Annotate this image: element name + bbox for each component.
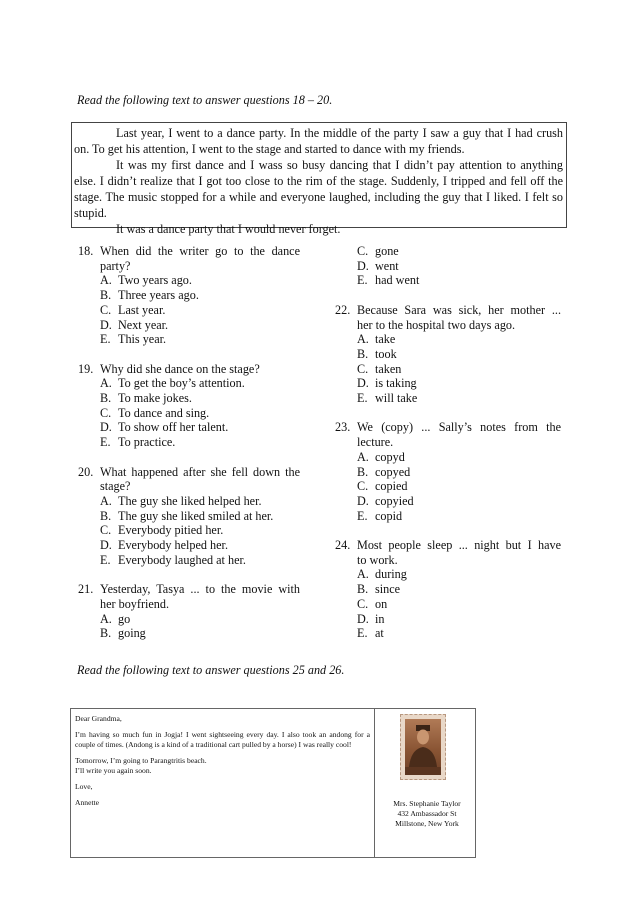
- answer-option: [335, 391, 561, 406]
- question-24: [335, 538, 561, 641]
- answer-option: [335, 259, 561, 274]
- answer-option: [78, 612, 300, 627]
- answer-option: [335, 465, 561, 480]
- option-text: Everybody helped her.: [118, 538, 228, 553]
- option-text: going: [118, 626, 146, 641]
- option-letter: A.: [100, 493, 112, 508]
- answer-option: [78, 435, 300, 450]
- option-letter: C.: [357, 361, 369, 376]
- question-stem-line: Most people sleep ... night but I have: [357, 538, 561, 553]
- postage-stamp: [400, 714, 446, 780]
- option-letter: B.: [100, 626, 112, 641]
- option-letter: D.: [357, 493, 369, 508]
- answer-option: [335, 347, 561, 362]
- passage-paragraph-3: It was a dance party that I would never forget.: [116, 222, 341, 236]
- postcard-address: [377, 799, 477, 829]
- option-letter: E.: [100, 332, 111, 347]
- option-text: had went: [375, 273, 420, 288]
- option-letter: E.: [357, 391, 368, 406]
- option-letter: A.: [357, 449, 369, 464]
- address-line-1: Mrs. Stephanie Taylor: [393, 799, 461, 808]
- option-text: gone: [375, 244, 399, 258]
- option-letter: A.: [357, 567, 369, 582]
- question-number: 20.: [78, 464, 94, 479]
- question-stem-line: her to the hospital two days ago.: [357, 317, 516, 332]
- option-letter: E.: [357, 508, 368, 523]
- option-text: will take: [375, 391, 418, 406]
- option-letter: D.: [357, 611, 369, 626]
- option-text: is taking: [375, 376, 417, 391]
- answer-option: [78, 273, 300, 288]
- option-letter: B.: [357, 464, 369, 479]
- answer-option: [335, 567, 561, 582]
- option-text: on: [375, 596, 388, 611]
- question-stem-line: What happened after she fell down the: [100, 464, 300, 479]
- question-19: [78, 362, 300, 450]
- answer-option: [78, 523, 300, 538]
- option-text: take: [375, 332, 396, 347]
- question-21-continued: [335, 244, 561, 288]
- answer-option: [335, 509, 561, 524]
- answer-option: [78, 376, 300, 391]
- postcard-message: [71, 709, 375, 857]
- option-letter: D.: [100, 538, 112, 553]
- option-letter: D.: [100, 317, 112, 332]
- option-text: copyed: [375, 464, 411, 479]
- answer-option: [335, 244, 561, 259]
- option-letter: E.: [357, 273, 368, 288]
- option-letter: A.: [100, 611, 112, 626]
- question-stem-line: her boyfriend.: [100, 596, 170, 611]
- option-letter: C.: [357, 479, 369, 494]
- postcard-line-write: I’ll write you again soon.: [75, 766, 152, 775]
- postcard-line-tomorrow: Tomorrow, I’m going to Parangtritis beach.: [75, 756, 207, 765]
- answer-option: [335, 612, 561, 627]
- question-number: 24.: [335, 538, 351, 553]
- answer-option: [78, 406, 300, 421]
- option-letter: E.: [357, 626, 368, 641]
- answer-option: [335, 362, 561, 377]
- option-text: copid: [375, 508, 403, 523]
- passage-paragraph-2: It was my first dance and I wass so busy dancing that I didn’t pay attention to anything else. I didn’t realize that I got too close to the rim of the stage. Suddenly, I tripped and fell off the stage. The music stopped for a while and everyone laughed, including the guy that I liked. I felt so stupid.: [74, 158, 563, 220]
- answer-option: [335, 479, 561, 494]
- answer-option: [335, 626, 561, 641]
- answer-option: [335, 332, 561, 347]
- option-text: To get the boy’s attention.: [118, 376, 245, 391]
- option-text: since: [375, 582, 401, 597]
- option-text: at: [375, 626, 384, 641]
- option-letter: E.: [100, 435, 111, 450]
- option-letter: A.: [357, 332, 369, 347]
- postcard-closing: Love,: [75, 782, 93, 791]
- option-letter: C.: [100, 405, 112, 420]
- option-text: To practice.: [118, 435, 176, 450]
- passage-paragraph-1: Last year, I went to a dance party. In the middle of the party I saw a guy that I had crush on. To get his attention, I went to the stage and started to dance with my friends.: [74, 126, 563, 156]
- question-stem-line: Yesterday, Tasya ... to the movie with: [100, 582, 300, 597]
- option-text: To show off her talent.: [118, 420, 229, 435]
- option-letter: B.: [100, 288, 112, 303]
- answer-option: [335, 273, 561, 288]
- answer-option: [78, 332, 300, 347]
- answer-option: [78, 626, 300, 641]
- option-text: copied: [375, 479, 408, 494]
- option-text: took: [375, 346, 397, 361]
- option-letter: C.: [357, 596, 369, 611]
- option-text: Three years ago.: [118, 288, 199, 303]
- question-stem-line: stage?: [100, 479, 131, 494]
- option-letter: D.: [357, 376, 369, 391]
- question-20: [78, 465, 300, 568]
- question-stem-line: Why did she dance on the stage?: [100, 361, 260, 376]
- instruction-25-26: Read the following text to answer questions 25 and 26.: [77, 663, 345, 677]
- option-letter: A.: [100, 376, 112, 391]
- answer-option: [78, 553, 300, 568]
- postcard: [70, 708, 476, 858]
- option-text: The guy she liked smiled at her.: [118, 508, 274, 523]
- questions-left-column: [78, 244, 300, 641]
- answer-option: [335, 450, 561, 465]
- question-stem-line: to work.: [357, 552, 398, 567]
- postcard-signature: Annette: [75, 798, 100, 807]
- address-line-2: 432 Ambassador St: [397, 809, 457, 818]
- option-letter: D.: [100, 420, 112, 435]
- option-text: Last year.: [118, 302, 166, 317]
- postcard-greeting: Dear Grandma,: [75, 714, 122, 723]
- answer-option: [78, 318, 300, 333]
- answer-option: [78, 288, 300, 303]
- question-stem-line: Because Sara was sick, her mother ...: [357, 302, 561, 317]
- question-22: [335, 303, 561, 406]
- option-letter: D.: [357, 258, 369, 273]
- question-23: [335, 420, 561, 523]
- option-text: Everybody laughed at her.: [118, 552, 246, 567]
- option-text: Everybody pitied her.: [118, 523, 224, 538]
- option-text: This year.: [118, 332, 167, 347]
- question-21: [78, 582, 300, 641]
- address-line-3: Millstone, New York: [395, 819, 459, 828]
- option-text: The guy she liked helped her.: [118, 493, 262, 508]
- option-letter: C.: [357, 244, 369, 258]
- question-stem-line: When did the writer go to the dance: [100, 244, 300, 258]
- question-number: 23.: [335, 420, 351, 435]
- option-text: To make jokes.: [118, 391, 192, 406]
- questions-right-column: [335, 244, 561, 641]
- answer-option: [78, 509, 300, 524]
- option-letter: B.: [100, 508, 112, 523]
- option-letter: B.: [357, 346, 369, 361]
- question-stem-line: We (copy) ... Sally’s notes from the: [357, 420, 561, 435]
- reading-passage: [71, 122, 567, 236]
- answer-option: [78, 303, 300, 318]
- option-text: go: [118, 611, 131, 626]
- option-letter: A.: [100, 273, 112, 288]
- option-letter: E.: [100, 552, 111, 567]
- question-18: [78, 244, 300, 347]
- answer-option: [335, 597, 561, 612]
- answer-option: [335, 582, 561, 597]
- postcard-body: I’m having so much fun in Jogja! I went sightseeing every day. I also took an andong for a couple of times. (Andong is a kind of a traditional cart pulled by a horse) I was really cool!: [75, 730, 370, 749]
- answer-option: [78, 494, 300, 509]
- answer-option: [78, 538, 300, 553]
- answer-option: [78, 391, 300, 406]
- question-stem-line: party?: [100, 258, 131, 273]
- answer-option: [335, 494, 561, 509]
- question-number: 18.: [78, 244, 94, 258]
- question-stem-line: lecture.: [357, 435, 394, 450]
- question-number: 19.: [78, 361, 94, 376]
- option-text: taken: [375, 361, 402, 376]
- option-text: copyd: [375, 449, 405, 464]
- option-letter: B.: [100, 391, 112, 406]
- answer-option: [335, 376, 561, 391]
- answer-option: [78, 420, 300, 435]
- option-letter: B.: [357, 582, 369, 597]
- option-text: To dance and sing.: [118, 405, 210, 420]
- option-text: Two years ago.: [118, 273, 192, 288]
- instruction-18-20: Read the following text to answer questions 18 – 20.: [77, 93, 333, 107]
- option-text: Next year.: [118, 317, 169, 332]
- portrait-icon: [405, 719, 441, 775]
- option-text: in: [375, 611, 385, 626]
- question-number: 21.: [78, 582, 94, 597]
- option-letter: C.: [100, 302, 112, 317]
- question-number: 22.: [335, 302, 351, 317]
- option-text: during: [375, 567, 407, 582]
- option-text: copyied: [375, 493, 414, 508]
- option-letter: C.: [100, 523, 112, 538]
- option-text: went: [375, 258, 399, 273]
